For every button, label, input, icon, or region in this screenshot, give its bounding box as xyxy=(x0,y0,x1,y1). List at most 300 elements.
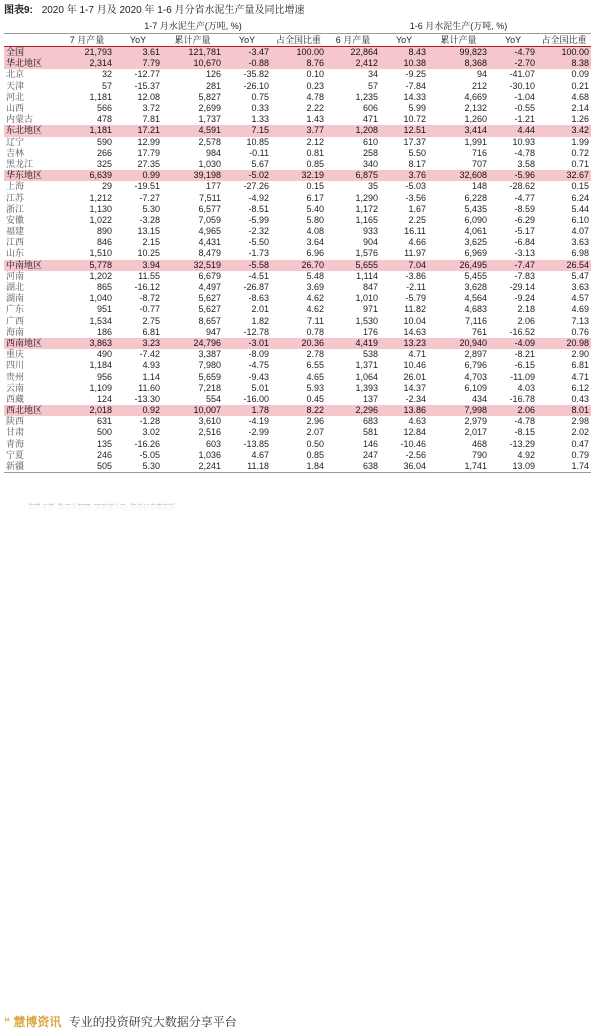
row-label: 安徽 xyxy=(6,214,25,225)
table-cell: 5,455 xyxy=(464,270,488,281)
table-cell: 6,679 xyxy=(198,270,221,281)
region-total-row xyxy=(4,260,591,271)
table-cell: 7.79 xyxy=(114,58,162,69)
table-cell: 57 xyxy=(368,80,379,91)
row-label: 河北 xyxy=(6,91,25,102)
table-cell: 35 xyxy=(368,181,379,192)
table-cell: 4.66 xyxy=(408,237,427,248)
table-cell: 6.10 xyxy=(571,214,590,225)
column-header: YoY xyxy=(380,34,428,47)
table-cell: 3,628 xyxy=(464,282,488,293)
table-cell: -1.28 xyxy=(139,416,160,427)
table-cell: 5.30 xyxy=(114,461,162,473)
table-cell: 7.11 xyxy=(307,315,325,326)
table-cell: -4.79 xyxy=(489,47,537,59)
table-cell: 4,431 xyxy=(198,237,221,248)
table-cell: 14.33 xyxy=(403,91,427,102)
table-cell: 325 xyxy=(96,158,112,169)
table-cell: 39,198 xyxy=(162,170,223,181)
table-cell: 100.00 xyxy=(271,47,326,59)
table-cell: 57 xyxy=(101,80,112,91)
table-cell: -10.46 xyxy=(400,438,427,449)
table-row xyxy=(4,371,591,382)
row-label: 西南地区 xyxy=(4,338,60,349)
table-cell: -2.11 xyxy=(406,282,427,293)
region-total-row xyxy=(4,170,591,181)
table-cell: 8.76 xyxy=(271,58,326,69)
table-cell: -15.37 xyxy=(134,80,160,91)
table-cell: 4.67 xyxy=(251,449,269,460)
table-cell: 3.02 xyxy=(142,427,160,438)
table-cell: -4.78 xyxy=(514,416,536,427)
table-cell: 2.06 xyxy=(489,405,537,416)
table-cell: 1.84 xyxy=(271,461,326,473)
table-row xyxy=(4,316,591,327)
table-cell: 5,827 xyxy=(198,91,221,102)
table-cell: -26.87 xyxy=(243,282,269,293)
table-cell: 32.19 xyxy=(271,170,326,181)
table-row xyxy=(4,215,591,226)
table-cell: -4.92 xyxy=(248,192,269,203)
table-cell: 716 xyxy=(472,147,488,158)
table-row xyxy=(4,304,591,315)
row-label: 西藏 xyxy=(6,393,25,404)
table-cell: -0.77 xyxy=(139,304,160,315)
table-cell: 1,576 xyxy=(355,248,379,259)
table-cell: 2.02 xyxy=(571,427,590,438)
table-cell: 16.11 xyxy=(404,226,427,237)
table-cell: -8.59 xyxy=(514,203,536,214)
table-cell: 2,017 xyxy=(464,427,488,438)
table-cell: 4.03 xyxy=(517,382,536,393)
table-cell: 7,116 xyxy=(465,315,488,326)
table-cell: -5.99 xyxy=(248,214,269,225)
column-header: YoY xyxy=(489,34,537,47)
table-cell: -3.47 xyxy=(223,47,271,59)
table-cell: 4,591 xyxy=(162,125,223,136)
row-label: 湖北 xyxy=(6,282,25,293)
table-cell: 790 xyxy=(472,449,488,460)
row-label: 上海 xyxy=(6,181,25,192)
table-cell: -4.77 xyxy=(514,192,536,203)
table-cell: 1,371 xyxy=(355,360,379,371)
table-cell: 6.81 xyxy=(142,326,160,337)
table-cell: -3.13 xyxy=(514,248,536,259)
table-cell: 3.23 xyxy=(114,338,162,349)
table-cell: 638 xyxy=(326,461,380,473)
table-cell: 8.43 xyxy=(380,47,428,59)
table-cell: 847 xyxy=(363,282,379,293)
table-cell: 2,296 xyxy=(326,405,380,416)
row-label: 河南 xyxy=(6,270,25,281)
table-cell: 554 xyxy=(205,393,221,404)
table-cell: -5.79 xyxy=(405,293,427,304)
table-cell: 11.97 xyxy=(404,248,427,259)
table-cell: -8.15 xyxy=(514,427,536,438)
table-cell: 17.79 xyxy=(137,147,160,158)
table-cell: -2.34 xyxy=(405,393,427,404)
table-cell: 2.18 xyxy=(517,304,536,315)
table-cell: -3.86 xyxy=(405,270,427,281)
table-cell: 0.15 xyxy=(306,181,325,192)
table-cell: -26.10 xyxy=(243,80,269,91)
table-cell: 5.01 xyxy=(251,382,269,393)
table-cell: 490 xyxy=(96,349,112,360)
table-cell: 3.72 xyxy=(142,103,160,114)
table-cell: -2.99 xyxy=(248,427,269,438)
table-cell: 6.12 xyxy=(571,382,590,393)
table-cell: 94 xyxy=(477,69,488,80)
table-cell: 1,022 xyxy=(89,214,112,225)
table-cell: 1,064 xyxy=(355,371,379,382)
table-cell: 1,534 xyxy=(89,315,112,326)
table-cell: 3.76 xyxy=(380,170,428,181)
table-cell: 4.57 xyxy=(571,293,590,304)
table-cell: 4,965 xyxy=(198,226,221,237)
table-cell: 5.93 xyxy=(306,382,325,393)
table-cell: 1,393 xyxy=(355,382,379,393)
table-cell: 12.99 xyxy=(137,136,160,147)
table-cell: 26.54 xyxy=(537,260,591,271)
table-cell: 2,516 xyxy=(198,427,221,438)
table-cell: -4.51 xyxy=(248,270,269,281)
table-row xyxy=(4,394,591,405)
table-cell: 8,368 xyxy=(428,58,489,69)
table-cell: 10,670 xyxy=(162,58,223,69)
table-cell: 121,781 xyxy=(162,47,223,59)
table-cell: -5.03 xyxy=(405,181,427,192)
table-cell: -8.72 xyxy=(139,293,160,304)
table-cell: 3,414 xyxy=(428,125,489,136)
table-cell: -30.10 xyxy=(509,80,536,91)
table-cell: 148 xyxy=(472,181,488,192)
row-label: 福建 xyxy=(6,226,25,237)
region-total-row xyxy=(4,405,591,416)
table-cell: 12.84 xyxy=(403,427,427,438)
table-cell: 4.71 xyxy=(571,371,590,382)
table-cell: 124 xyxy=(96,393,112,404)
table-row xyxy=(4,416,591,427)
table-cell: 99,823 xyxy=(428,47,489,59)
table-row xyxy=(4,69,591,80)
table-cell: 0.92 xyxy=(114,405,162,416)
table-cell: 2,897 xyxy=(464,349,488,360)
table-cell: -29.14 xyxy=(509,282,536,293)
table-cell: 4.69 xyxy=(571,304,590,315)
table-cell: 0.76 xyxy=(571,326,590,337)
table-cell: 0.81 xyxy=(306,147,325,158)
table-cell: 1.74 xyxy=(537,461,591,473)
table-row xyxy=(4,427,591,438)
table-cell: 4,419 xyxy=(326,338,380,349)
table-cell: 1,030 xyxy=(198,158,221,169)
table-cell: 1.67 xyxy=(408,203,427,214)
table-cell: 1,290 xyxy=(355,192,379,203)
table-cell: 2,412 xyxy=(326,58,380,69)
table-row xyxy=(4,204,591,215)
table-cell: 2,578 xyxy=(198,136,221,147)
row-label: 海南 xyxy=(6,326,25,337)
row-label: 西北地区 xyxy=(4,405,60,416)
table-cell: 0.71 xyxy=(571,158,590,169)
table-row xyxy=(4,103,591,114)
table-row xyxy=(4,81,591,92)
table-cell: -7.27 xyxy=(139,192,160,203)
table-cell: -7.83 xyxy=(514,270,536,281)
table-cell: 10,007 xyxy=(162,405,223,416)
column-header: 7 月产量 xyxy=(60,34,114,47)
table-cell: 6.81 xyxy=(571,360,590,371)
table-cell: 1,530 xyxy=(355,315,379,326)
table-cell: 0.47 xyxy=(571,438,590,449)
table-cell: 1,114 xyxy=(356,270,379,281)
table-cell: -4.19 xyxy=(248,416,269,427)
footer-bar xyxy=(0,505,595,1029)
table-cell: 0.85 xyxy=(306,158,325,169)
table-cell: 478 xyxy=(96,114,112,125)
table-row xyxy=(4,349,591,360)
table-cell: 7.81 xyxy=(142,114,160,125)
table-cell: 5.47 xyxy=(571,270,590,281)
table-cell: -5.58 xyxy=(223,260,271,271)
table-cell: -2.32 xyxy=(248,226,269,237)
table-cell: 0.79 xyxy=(571,449,590,460)
table-cell: 5.99 xyxy=(408,103,427,114)
table-cell: -12.78 xyxy=(243,326,269,337)
table-row xyxy=(4,114,591,125)
table-cell: -0.88 xyxy=(223,58,271,69)
table-cell: 13.09 xyxy=(489,461,537,473)
table-cell: -9.43 xyxy=(248,371,269,382)
table-cell: 683 xyxy=(363,416,379,427)
table-cell: 26.70 xyxy=(271,260,326,271)
table-cell: 4,703 xyxy=(464,371,488,382)
table-cell: 7,511 xyxy=(199,192,221,203)
table-cell: -8.21 xyxy=(514,349,536,360)
table-cell: 468 xyxy=(472,438,488,449)
group-header-jun: 1-6 月水泥生产(万吨, %) xyxy=(326,20,591,34)
row-label: 重庆 xyxy=(6,349,25,360)
table-row xyxy=(4,360,591,371)
table-row xyxy=(4,450,591,461)
table-cell: 6,796 xyxy=(464,360,488,371)
table-cell: 186 xyxy=(96,326,112,337)
table-row xyxy=(4,383,591,394)
table-cell: -7.42 xyxy=(139,349,160,360)
table-cell: 13.86 xyxy=(380,405,428,416)
table-cell: 956 xyxy=(96,371,112,382)
column-header: 占全国比重 xyxy=(537,34,591,47)
table-cell: -35.82 xyxy=(243,69,269,80)
table-cell: 1,109 xyxy=(89,382,112,393)
table-cell: -4.78 xyxy=(514,147,536,158)
group-header-jul: 1-7 月水泥生产(万吨, %) xyxy=(60,20,326,34)
table-cell: 10.85 xyxy=(246,136,269,147)
table-cell: 0.78 xyxy=(306,326,325,337)
table-cell: 0.85 xyxy=(306,449,325,460)
table-cell: 6,875 xyxy=(326,170,380,181)
row-label: 中南地区 xyxy=(4,260,60,271)
table-cell: -16.26 xyxy=(134,438,160,449)
table-cell: 20.36 xyxy=(271,338,326,349)
table-cell: 0.99 xyxy=(114,170,162,181)
table-cell: 566 xyxy=(96,103,112,114)
table-cell: 1.99 xyxy=(571,136,590,147)
table-row xyxy=(4,159,591,170)
table-cell: -2.56 xyxy=(405,449,427,460)
table-cell: 890 xyxy=(96,226,112,237)
row-label: 云南 xyxy=(6,382,25,393)
table-cell: 258 xyxy=(363,147,379,158)
table-cell: -1.73 xyxy=(248,248,269,259)
table-cell: 3.69 xyxy=(306,282,325,293)
table-cell: -8.63 xyxy=(248,293,269,304)
column-header: 6 月产量 xyxy=(326,34,380,47)
table-cell: 1,181 xyxy=(60,125,114,136)
table-cell: 7,059 xyxy=(198,214,221,225)
table-cell: -6.29 xyxy=(514,214,536,225)
table-cell: 933 xyxy=(363,226,379,237)
table-cell: 10.93 xyxy=(512,136,536,147)
table-cell: 27.35 xyxy=(137,158,160,169)
table-cell: 5,435 xyxy=(464,203,488,214)
table-cell: 1,260 xyxy=(464,114,488,125)
table-cell: 8,657 xyxy=(198,315,221,326)
table-cell: -4.75 xyxy=(248,360,269,371)
table-cell: 5.30 xyxy=(142,203,160,214)
table-cell: 1.26 xyxy=(571,114,590,125)
table-row xyxy=(4,137,591,148)
table-cell: 984 xyxy=(205,147,221,158)
table-cell: 11.60 xyxy=(138,382,160,393)
table-cell: 2.75 xyxy=(142,315,160,326)
table-cell: 146 xyxy=(363,438,379,449)
table-cell: 0.75 xyxy=(251,91,269,102)
table-row xyxy=(4,248,591,259)
table-cell: -8.09 xyxy=(248,349,269,360)
table-cell: 904 xyxy=(363,237,379,248)
row-label: 湖南 xyxy=(6,293,25,304)
table-row xyxy=(4,439,591,450)
table-cell: 5,778 xyxy=(60,260,114,271)
table-cell: -7.84 xyxy=(405,80,427,91)
row-label: 广西 xyxy=(6,315,25,326)
table-cell: -13.29 xyxy=(509,438,536,449)
table-cell: 5,655 xyxy=(326,260,380,271)
table-cell: -3.01 xyxy=(223,338,271,349)
table-cell: 947 xyxy=(205,326,221,337)
table-cell: 4,564 xyxy=(464,293,488,304)
table-cell: 24,796 xyxy=(162,338,223,349)
table-cell: 2.22 xyxy=(306,103,325,114)
table-cell: -2.70 xyxy=(489,58,537,69)
table-cell: 538 xyxy=(363,349,379,360)
table-cell: -5.17 xyxy=(514,226,536,237)
table-cell: 1,184 xyxy=(89,360,112,371)
table-cell: 3.42 xyxy=(537,125,591,136)
table-cell: 247 xyxy=(363,449,379,460)
table-cell: 4,683 xyxy=(464,304,488,315)
table-row xyxy=(4,461,591,473)
table-cell: 13.23 xyxy=(380,338,428,349)
table-cell: 5.80 xyxy=(306,214,325,225)
table-cell: 1.82 xyxy=(251,315,269,326)
table-cell: 1,737 xyxy=(198,114,221,125)
table-cell: -4.09 xyxy=(489,338,537,349)
table-cell: 11.82 xyxy=(404,304,427,315)
table-cell: 6,109 xyxy=(464,382,488,393)
table-cell: 12.08 xyxy=(137,91,160,102)
table-cell: 8.38 xyxy=(537,58,591,69)
table-cell: 6,639 xyxy=(60,170,114,181)
table-cell: 2,699 xyxy=(198,103,221,114)
table-cell: 32 xyxy=(101,69,112,80)
table-title xyxy=(4,3,305,19)
table-row xyxy=(4,192,591,203)
table-cell: 21,793 xyxy=(60,47,114,59)
table-cell: 4.65 xyxy=(306,371,325,382)
table-cell: 8.22 xyxy=(271,405,326,416)
table-cell: 6.96 xyxy=(306,248,325,259)
table-cell: 1,165 xyxy=(355,214,379,225)
table-cell: 0.09 xyxy=(571,69,590,80)
table-cell: 2.07 xyxy=(306,427,325,438)
table-cell: 2.98 xyxy=(571,416,590,427)
row-label: 天津 xyxy=(6,80,25,91)
table-cell: 5,627 xyxy=(198,293,221,304)
table-cell: 606 xyxy=(363,103,379,114)
table-cell: 1.33 xyxy=(251,114,269,125)
table-cell: 2.78 xyxy=(306,349,325,360)
table-cell: 3,387 xyxy=(198,349,221,360)
table-cell: 6,228 xyxy=(464,192,488,203)
table-cell: -3.28 xyxy=(139,214,160,225)
table-cell: 3,625 xyxy=(464,237,488,248)
table-cell: 32.67 xyxy=(537,170,591,181)
table-cell: 4.68 xyxy=(571,91,590,102)
column-header: 累计产量 xyxy=(162,34,223,47)
row-label: 甘肃 xyxy=(6,427,25,438)
table-cell: 4.71 xyxy=(408,349,427,360)
table-cell: 971 xyxy=(363,304,379,315)
table-cell: 2,241 xyxy=(162,461,223,473)
column-header: 占全国比重 xyxy=(271,34,326,47)
region-total-row xyxy=(4,47,591,59)
table-cell: -1.21 xyxy=(514,114,536,125)
table-cell: -13.30 xyxy=(134,393,160,404)
table-cell: 7.13 xyxy=(571,315,590,326)
table-cell: -5.02 xyxy=(223,170,271,181)
table-cell: 26,495 xyxy=(428,260,489,271)
table-cell: 34 xyxy=(368,69,379,80)
row-label: 东北地区 xyxy=(4,125,60,136)
table-cell: 4,061 xyxy=(464,226,488,237)
table-cell: 1,036 xyxy=(198,449,221,460)
table-cell: 6.24 xyxy=(571,192,590,203)
brand xyxy=(4,1013,237,1030)
table-cell: 10.72 xyxy=(403,114,427,125)
brand-name: 慧博资讯 xyxy=(13,1015,62,1029)
table-cell: 2.06 xyxy=(517,315,536,326)
row-label: 吉林 xyxy=(6,147,25,158)
table-cell: -9.24 xyxy=(514,293,536,304)
table-cell: 434 xyxy=(472,393,488,404)
table-cell: 0.72 xyxy=(571,147,590,158)
table-cell: 2.96 xyxy=(306,416,325,427)
table-cell: 1,172 xyxy=(355,203,379,214)
figure-number: 图表9: xyxy=(4,5,33,16)
table-cell: 0.15 xyxy=(571,181,590,192)
